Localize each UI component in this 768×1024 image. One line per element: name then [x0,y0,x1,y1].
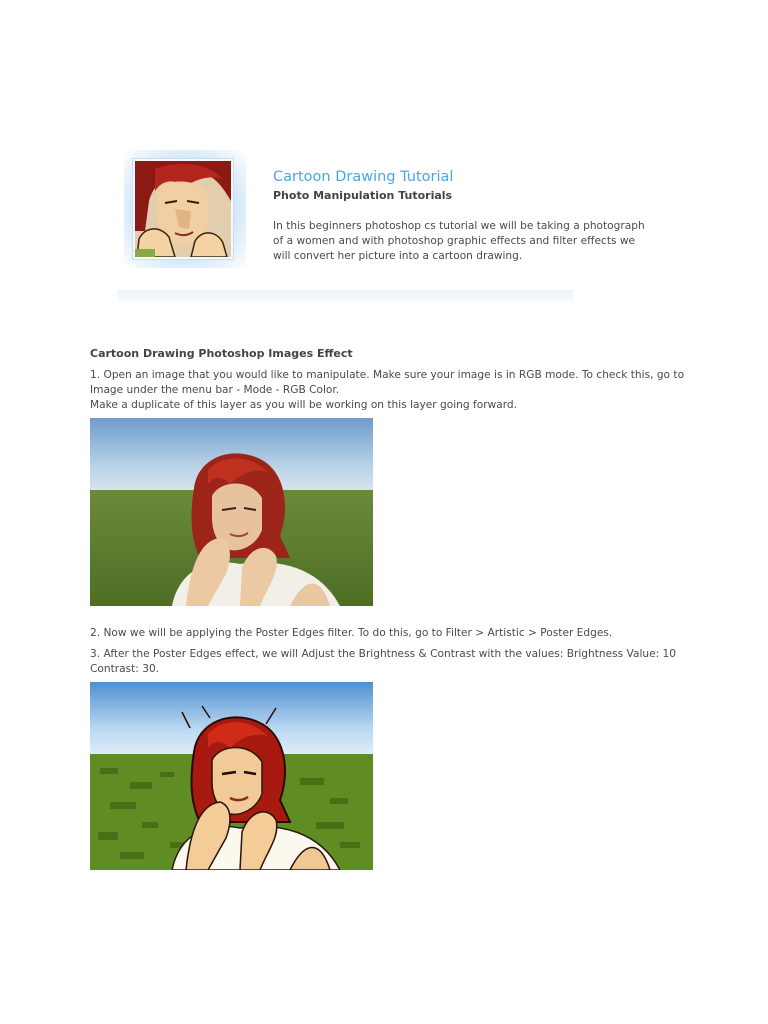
thumbnail-glow [124,150,246,268]
step-1-text: 1. Open an image that you would like to manipulate. Make sure your image is in RGB mode. To check this, go to Image under the menu bar - Mode - RGB Color. [90,369,685,396]
tutorial-title[interactable]: Cartoon Drawing Tutorial [273,169,454,185]
header-divider [118,290,574,302]
tutorial-subtitle: Photo Manipulation Tutorials [273,189,453,202]
section-heading: Cartoon Drawing Photoshop Images Effect [90,347,353,360]
step-1-note: Make a duplicate of this layer as you will be working on this layer going forward. [90,399,517,411]
original-photo [90,418,373,606]
step-2-text: 2. Now we will be applying the Poster Edges filter. To do this, go to Filter > Artistic > Poster Edges. [90,627,613,639]
step-3-text: 3. After the Poster Edges effect, we will Adjust the Brightness & Contrast with the values: Brightness Value: 10 Contrast: 30. [90,648,677,675]
cartoon-photo [90,682,373,870]
tutorial-description: In this beginners photoshop cs tutorial we will be taking a photograph of a women and with photoshop graphic effects and filter effects we will convert her picture into a cartoon drawing. [273,220,645,262]
thumbnail-image [132,158,234,260]
